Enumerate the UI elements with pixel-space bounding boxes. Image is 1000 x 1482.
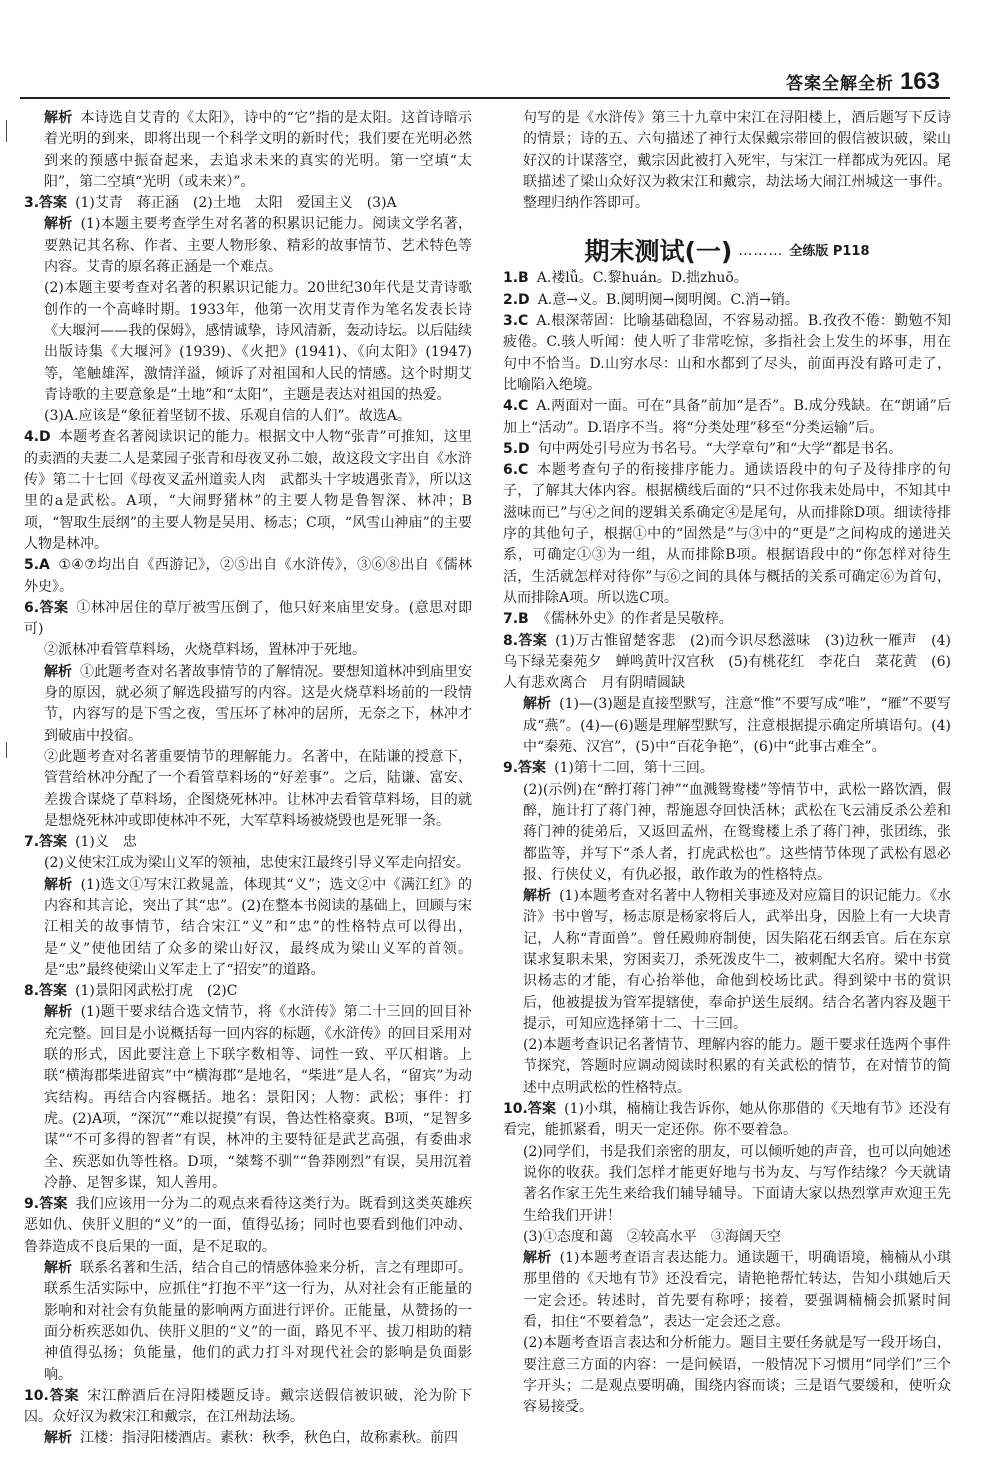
answer-paragraph: [24, 640, 472, 661]
answer-paragraph: [24, 1002, 472, 1194]
analysis-label: 解析: [523, 888, 552, 905]
answer-text: (1)景阳冈武松打虎 (2)C: [75, 983, 238, 1000]
answer-item: [503, 268, 951, 289]
question-number: 10.答案: [24, 1387, 80, 1404]
answer-paragraph: [503, 780, 951, 886]
question-number: 9.答案: [24, 1196, 68, 1213]
answer-text: A.意→义。B.阒明阒→阒明阒。C.消→销。: [537, 291, 799, 308]
answer-text: (1)题干要求结合选文情节，将《水浒传》第二十三回的回目补充完整。回目是小说概括每一回内容的标题，《水浒传》的回目采用对联的形式，因此要注意上下联字数相等、词性一致、平仄相谐。上联“横海郡柴进留宾”中“横海郡”是地名，“柴进”是人名，“留宾”为动宾结构。再结合内容概括。地名：景阳冈；人物：武松；事件：打虎。(2)A项，“深沉”“难以捉摸”有误，鲁达性格豪爽。B项，“足智多谋”“不可多得的智者”有误，林冲的主要特征是武艺高强，有委曲求全、疾恶如仇等性格。D项，“桀骜不驯”“鲁莽刚烈”有误，吴用沉着冷静、足智多谋，知人善用。: [44, 1004, 472, 1191]
answer-paragraph: [503, 694, 951, 758]
answer-text: (2)(示例)在“醉打蒋门神”“血溅鸳鸯楼”等情节中，武松一路饮酒，假醉，施计打了蒋门神，帮施恩夺回快活林；武松在飞云浦反杀公差和蒋门神的徒弟后，又返回孟州，在鸳鸯楼上杀了蒋门神，张团练，张都监等，并写下“杀人者，打虎武松也”。这些情节体现了武松有恩必报、行侠仗义，有仇必报，敢作敢为的性格特点。: [523, 781, 951, 883]
answer-text: (1)—(3)题是直接型默写，注意“惟”不要写成“唯”，“雁”不要写成“燕”。(4)—(6)题是理解型默写，注意根据提示确定所填语句。(4)中“秦苑、汉宫”，(5)中“百花争艳”，(6)中“此事古难全”。: [523, 696, 952, 756]
header-title: 答案全解全析: [785, 74, 894, 94]
answer-text: 江楼：指浔阳楼酒店。素秋：秋季，秋色白，故称素秋。前四: [80, 1430, 458, 1447]
analysis-label: 解析: [44, 663, 72, 680]
section-heading: [503, 222, 951, 267]
answer-paragraph: [503, 886, 951, 1035]
answer-text: 我们应该用一分为二的观点来看待这类行为。既看到这类英雄疾恶如仇、侠肝义胆的“义”的一面，值得弘扬；同时也要看到他们冲动、鲁莽造成不良后果的一面，是不足取的。: [24, 1196, 473, 1255]
answer-paragraph: [24, 406, 472, 427]
answer-text: (3)①态度和蔼 ②较高水平 ③海阔天空: [523, 1228, 781, 1245]
answer-text: (1)第十二回，第十三回。: [554, 760, 714, 777]
margin-mark: [6, 120, 7, 142]
analysis-label: 解析: [44, 110, 73, 126]
answer-text: (2)义使宋江成为梁山义军的领袖，忠使宋江最终引导义军走向招安。: [44, 855, 470, 872]
answer-paragraph: [24, 747, 472, 832]
answer-text: (1)本题考查语言表达能力。通读题干，明确语境，楠楠从小琪那里借的《天地有节》还没看完，请艳艳帮忙转达，告知小琪她后天一定会还。转述时，首先要有称呼；接着，要强调楠楠会抓紧时间看，扣住“不要着急”，表达一定会还之意。: [523, 1250, 951, 1331]
answer-paragraph: [503, 1248, 951, 1333]
answer-text: 本题考查句子的衔接排序能力。通读语段中的句子及待排序的句子，了解其大体内容。根据横线后面的“只不过你我未处局中，不知其中滋味而已”与④之间的逻辑关系确定④是尾句，从而排除D项。细读待排序的其他句子，根据①中的“固然是”与③中的“更是”之间构成的递进关系，可确定①③为一组，从而排除B项。根据语段中的“你怎样对待生活，生活就怎样对待你”与⑥之间的具体与概括的关系可确定⑥为首句，从而排除A项。所以选C项。: [503, 462, 951, 606]
answer-text: A.根深蒂固：比喻基础稳固，不容易动摇。B.孜孜不倦：勤勉不知疲倦。C.骇人听闻：使人听了非常吃惊，多指社会上发生的坏事，用在句中不恰当。D.山穷水尽：山和水都到了尽头，前面再没有路可走了，比喻陷入绝境。: [503, 313, 951, 393]
answer-item: [503, 439, 951, 460]
answer-item: [503, 758, 951, 779]
answer-text: 《儒林外史》的作者是吴敬梓。: [536, 611, 733, 628]
answer-paragraph: [503, 1227, 951, 1248]
answer-text: (1)义 忠: [75, 834, 137, 851]
question-number: 1.B: [503, 270, 529, 287]
margin-mark: [6, 742, 7, 758]
answer-paragraph: [503, 1035, 951, 1099]
analysis-label: 解析: [44, 1260, 72, 1277]
question-number: 10.答案: [503, 1101, 557, 1118]
answer-item: [24, 832, 472, 853]
question-number: 4.C: [503, 398, 529, 415]
answer-item: [24, 1194, 472, 1258]
question-number: 8.答案: [24, 983, 68, 1000]
question-number: 5.D: [503, 440, 530, 457]
answer-item: [503, 396, 951, 439]
section-page-ref: 全练版 P118: [789, 244, 870, 260]
answer-paragraph: [24, 1258, 472, 1386]
section-leader-dots: ………: [738, 243, 784, 260]
answer-item: [24, 427, 472, 555]
answer-paragraph: [503, 108, 951, 214]
analysis-label: 解析: [523, 696, 552, 713]
answer-text: (2)本题考查识记名著情节、理解内容的能力。题干要求任选两个事件节探究，答题时应调动阅读时积累的有关武松的情节，在对情节的简述中点明武松的性格特点。: [523, 1037, 951, 1096]
answer-paragraph: [503, 1142, 951, 1227]
analysis-label: 解析: [44, 216, 73, 233]
answer-paragraph: [24, 662, 472, 747]
answer-paragraph: [24, 108, 472, 193]
analysis-label: 解析: [44, 1430, 72, 1447]
answer-paragraph: [24, 214, 472, 278]
answer-item: [24, 193, 472, 214]
answer-item: [503, 609, 951, 630]
page-number: 163: [899, 68, 940, 95]
answer-item: [503, 1099, 951, 1142]
answer-text: 联系名著和生活，结合自己的情感体验来分析，言之有理即可。联系生活实际中，应抓住“打抱不平”这一行为，从对社会有正能量的影响和对社会有负能量的影响两方面进行评价。正能量，从赞扬的一面分析疾恶如仇、侠肝义胆的“义”的一面，路见不平、拔刀相助的精神值得弘扬；负能量，他们的武力打斗对现代社会的影响是负面影响。: [44, 1260, 472, 1383]
analysis-label: 解析: [44, 1004, 73, 1021]
answer-text: 句中两处引号应为书名号。“大学章句”和“大学”都是书名。: [537, 440, 903, 457]
answer-text: 本诗选自艾青的《太阳》，诗中的“它”指的是太阳。这首诗暗示着光明的到来，即将出现一个科学文明的新时代；我们要在光明必然到来的预感中振奋起来，去追求未来的真实的光明。第一空填“太阳”，第二空填“光明（或未来）”。: [44, 110, 472, 190]
answer-item: [503, 311, 951, 396]
answer-text: ②此题考查对名著重要情节的理解能力。名著中，在陆谦的授意下，管营给林冲分配了一个看管草料场的“好差事”。之后，陆谦、富安、差拨合谋烧了草料场，企图烧死林冲。让林冲去看管草料场，目的就是想烧死林冲或即使林冲不死，大军草料场被烧毁也是死罪一条。: [44, 748, 472, 829]
question-number: 9.答案: [503, 760, 547, 777]
answer-item: [24, 1386, 472, 1429]
answer-item: [503, 290, 951, 311]
question-number: 2.D: [503, 291, 530, 308]
answer-text: ①林冲居住的草厅被雪压倒了，他只好来庙里安身。(意思对即可): [24, 599, 473, 638]
answer-text: ①④⑦均出自《西游记》，②⑤出自《水浒传》，③⑥⑧出自《儒林外史》。: [24, 557, 472, 595]
answer-text: ②派林冲看管草料场，火烧草料场，置林冲于死地。: [44, 642, 366, 659]
question-number: 5.A: [24, 557, 50, 574]
answer-item: [24, 598, 472, 641]
answer-text: 句写的是《水浒传》第三十九章中宋江在浔阳楼上，酒后题写下反诗的情景；诗的五、六句描述了神行太保戴宗带回的假信被识破，梁山好汉的计谋落空，戴宗因此被打入死牢，与宋江一样都成为死囚。尾联描述了梁山众好汉为救宋江和戴宗，劫法场大闹江州城这一事件。整理归纳作答即可。: [523, 110, 951, 212]
left-column: [24, 108, 472, 1450]
page-header: [786, 64, 940, 94]
answer-text: A.两面对一面。可在“具备”前加“是否”。B.成分残缺。在“朗诵”后加上“活动”。D.语序不当。将“分类处理”移至“分类运输”后。: [503, 398, 951, 436]
answer-text: (1)万古惟留楚客悲 (2)而今识尽愁滋味 (3)边秋一雁声 (4)乌下绿芜秦苑夕 蝉鸣黄叶汉宫秋 (5)有桃花红 李花白 菜花黄 (6)人有悲欢离合 月有阴晴圆缺: [503, 632, 951, 692]
answer-paragraph: [24, 1428, 472, 1449]
answer-paragraph: [24, 875, 472, 981]
question-number: 6.答案: [24, 599, 69, 616]
answer-text: (2)本题考查语言表达和分析能力。题目主要任务就是写一段开场白，要注意三方面的内容：一是问候语，一般情况下习惯用“同学们”三个字开头；二是观点要明确，围绕内容而谈；三是语气要缓和，使听众容易接受。: [523, 1335, 951, 1416]
answer-paragraph: [24, 853, 472, 874]
answer-item: [503, 460, 951, 609]
section-title: 期末测试(一): [584, 237, 733, 267]
answer-text: (3)A.应该是“象征着坚韧不拔、乐观自信的人们”。故选A。: [44, 408, 411, 425]
question-number: 3.C: [503, 313, 529, 330]
answer-text: (2)同学们，书是我们亲密的朋友，可以倾听她的声音，也可以向她述说你的收获。我们怎样才能更好地与书为友、与写作结缘？今天就请著名作家王先生来给我们辅导辅导。下面请大家以热烈掌声欢迎王先生给我们开讲！: [523, 1143, 951, 1224]
answer-text: 本题考查名著阅读识记的能力。根据文中人物“张青”可推知，这里的卖酒的夫妻二人是菜园子张青和母夜叉孙二娘，故这段文字出自《水浒传》第二十七回《母夜叉孟州道卖人肉 武都头十字坡遇张青》，所以这里的a是武松。A项，“大闹野猪林”的主要人物是鲁智深、林冲；B项，“智取生辰纲”的主要人物是吴用、杨志；C项，“风雪山神庙”的主要人物是林冲。: [24, 429, 472, 552]
question-number: 6.C: [503, 462, 529, 479]
answer-text: (2)本题主要考查对名著的积累识记能力。20世纪30年代是艾青诗歌创作的一个高峰时期。1933年，他第一次用艾青作为笔名发表长诗《大堰河——我的保姆》，感情诚挚，诗风清新，轰动诗坛。以后陆续出版诗集《大堰河》(1939)、《火把》(1941)、《向太阳》(1947)等，笔触雄浑，激情洋溢，倾诉了对祖国和人民的情感。这个时期艾青诗歌的主要意象是“土地”和“太阳”，主题是表达对祖国的热爱。: [44, 280, 472, 403]
answer-text: (1)本题考查对名著中人物相关事迹及对应篇目的识记能力。《水浒》书中曾写，杨志原是杨家将后人，武举出身，因脸上有一大块青记，人称“青面兽”。曾任殿帅府制使，因失陷花石纲丢官。后在东京谋求复职未果，穷困卖刀，杀死泼皮牛二，被刺配大名府。梁中书赏识杨志的才能，有心抬举他，命他到校场比武。得到梁中书的赏识后，他被提拔为管军提辖使，奉命护送生辰纲。结合名著内容及题干提示，可知应选择第十二、十三回。: [523, 888, 951, 1032]
answer-text: 宋江醉酒后在浔阳楼题反诗。戴宗送假信被识破，沦为阶下囚。众好汉为救宋江和戴宗，在江州劫法场。: [24, 1387, 472, 1426]
answer-text: (1)小琪，楠楠让我告诉你，她从你那借的《天地有节》还没有看完，能抓紧看，明天一定还你。你不要着急。: [503, 1101, 951, 1139]
question-number: 8.答案: [503, 632, 548, 649]
question-number: 3.答案: [24, 195, 68, 212]
analysis-label: 解析: [523, 1250, 552, 1267]
header-rule: [20, 97, 950, 99]
right-column: [503, 108, 951, 1419]
answer-text: (1)艾青 蒋正涵 (2)土地 太阳 爱国主义 (3)A: [75, 195, 397, 212]
answer-text: (1)本题主要考查学生对名著的积累识记能力。阅读文学名著，要熟记其名称、作者、主要人物形象、精彩的故事情节、艺术特色等内容。艾青的原名蒋正涵是一个难点。: [44, 216, 472, 276]
question-number: 7.答案: [24, 834, 68, 851]
answer-item: [24, 555, 472, 598]
question-number: 7.B: [503, 611, 529, 628]
analysis-label: 解析: [44, 876, 73, 893]
answer-text: ①此题考查对名著故事情节的了解情况。要想知道林冲到庙里安身的原因，就必须了解选段描写的内容。这是火烧草料场前的一段情节，内容写的是下雪之夜，雪压坏了林冲的居所，无奈之下，林冲才到破庙中投宿。: [44, 663, 472, 744]
answer-text: A.褛lǚ。C.黎huán。D.拙zhuō。: [536, 270, 748, 287]
answer-item: [503, 631, 951, 695]
right-column-continuation: [503, 108, 951, 214]
answer-text: (1)选文①写宋江救晁盖，体现其“义”；选文②中《满江红》的内容和其言论，突出了其“忠”。(2)在整本书阅读的基础上，回顾与宋江相关的故事情节，结合宋江“义”和“忠”的性格特点可以得出，是“义”使他团结了众多的梁山好汉，最终成为梁山义军的首领。是“忠”最终使梁山义军走上了“招安”的道路。: [44, 876, 472, 978]
answer-paragraph: [24, 278, 472, 406]
right-column-answers: [503, 268, 951, 1418]
question-number: 4.D: [24, 429, 51, 446]
answer-item: [24, 981, 472, 1002]
answer-paragraph: [503, 1333, 951, 1418]
